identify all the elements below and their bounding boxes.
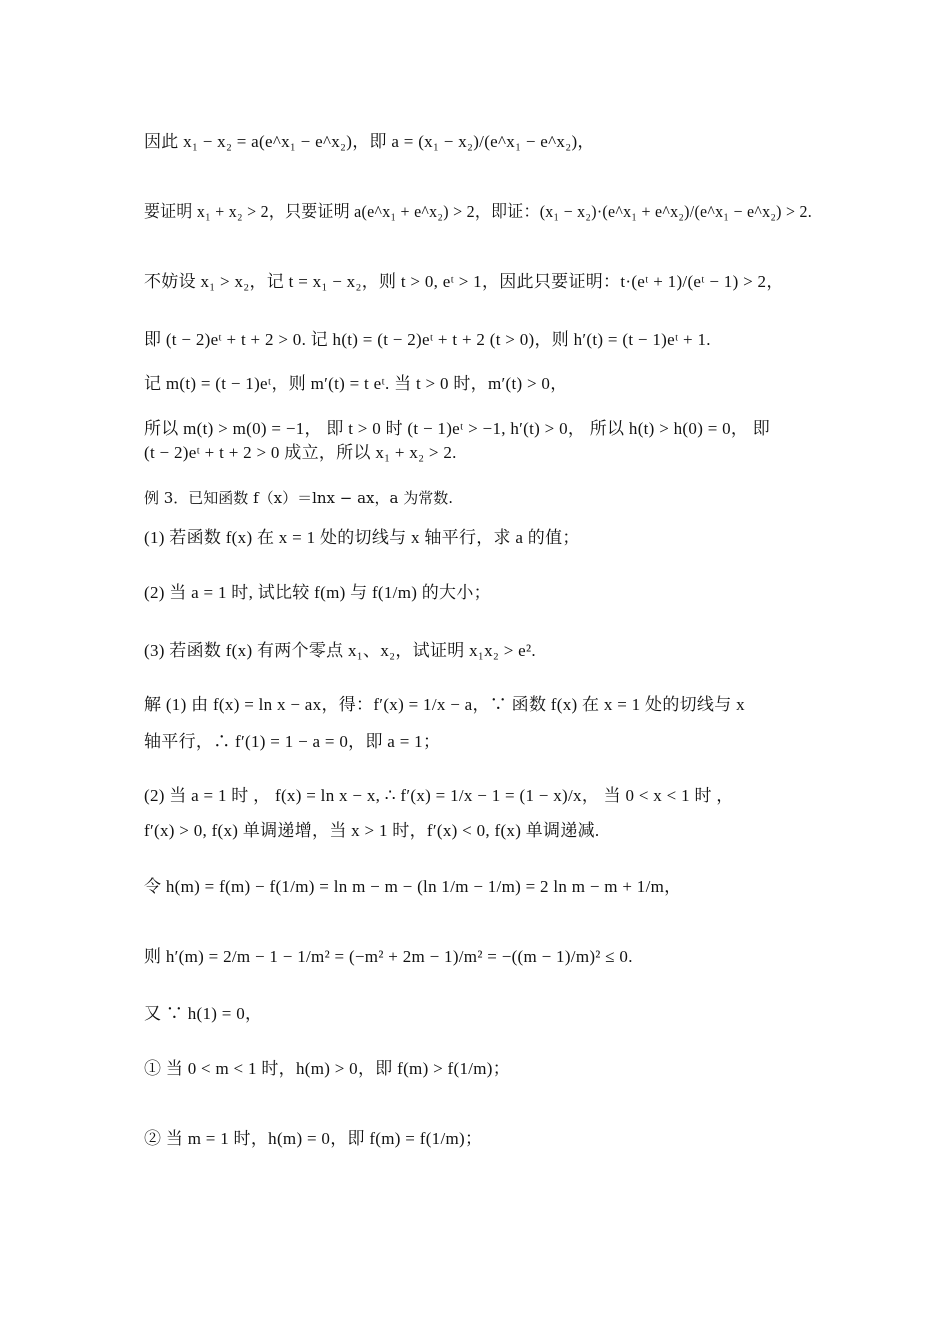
- solution-line-1: 解 (1) 由 f(x) = ln x − ax，得：f′(x) = 1/x − a，∵ 函数 f(x) 在 x = 1 处的切线与 x: [144, 695, 745, 714]
- proof-line-1: 因此 x₁ − x₂ = a(e^x₁ − e^x₂)，即 a = (x₁ − x₂)/(e^x₁ − e^x₂)，: [144, 132, 595, 151]
- question-1: (1) 若函数 f(x) 在 x = 1 处的切线与 x 轴平行，求 a 的值；: [144, 528, 580, 547]
- solution-line-5: 令 h(m) = f(m) − f(1/m) = ln m − m − (ln 1/m − 1/m) = 2 ln m − m + 1/m，: [144, 877, 682, 896]
- solution-line-3: (2) 当 a = 1 时 ， f(x) = ln x − x, ∴ f′(x) = 1/x − 1 = (1 − x)/x， 当 0 < x < 1 时 ，: [144, 786, 734, 805]
- question-2: (2) 当 a = 1 时, 试比较 f(m) 与 f(1/m) 的大小；: [144, 583, 491, 602]
- solution-line-4: f′(x) > 0, f(x) 单调递增，当 x > 1 时，f′(x) < 0, f(x) 单调递减.: [144, 821, 600, 840]
- proof-line-6: 所以 m(t) > m(0) = −1， 即 t > 0 时 (t − 1)eᵗ > −1, h′(t) > 0， 所以 h(t) > h(0) = 0， 即: [144, 419, 771, 438]
- solution-line-7: 又 ∵ h(1) = 0，: [144, 1004, 263, 1023]
- proof-line-5: 记 m(t) = (t − 1)eᵗ，则 m′(t) = t eᵗ. 当 t > 0 时，m′(t) > 0，: [144, 374, 568, 393]
- proof-line-2: 要证明 x₁ + x₂ > 2，只要证明 a(e^x₁ + e^x₂) > 2，即证：(x₁ − x₂)·(e^x₁ + e^x₂)/(e^x₁ − e^x₂) > 2.: [144, 202, 813, 221]
- proof-line-7: (t − 2)eᵗ + t + 2 > 0 成立，所以 x₁ + x₂ > 2.: [144, 443, 457, 462]
- solution-line-2: 轴平行，∴ f′(1) = 1 − a = 0，即 a = 1；: [144, 732, 441, 751]
- case-1: ① 当 0 < m < 1 时，h(m) > 0，即 f(m) > f(1/m)；: [144, 1059, 511, 1078]
- question-3: (3) 若函数 f(x) 有两个零点 x₁、x₂，试证明 x₁x₂ > e².: [144, 641, 536, 660]
- case-2: ② 当 m = 1 时，h(m) = 0，即 f(m) = f(1/m)；: [144, 1129, 483, 1148]
- solution-line-6: 则 h′(m) = 2/m − 1 − 1/m² = (−m² + 2m − 1)/m² = −((m − 1)/m)² ≤ 0.: [144, 947, 633, 966]
- proof-line-4: 即 (t − 2)eᵗ + t + 2 > 0. 记 h(t) = (t − 2)eᵗ + t + 2 (t > 0)，则 h′(t) = (t − 1)eᵗ + 1.: [144, 330, 711, 349]
- example-3-heading: 例 3．已知函数 f（x）＝lnx − ax，a 为常数.: [144, 489, 453, 507]
- proof-line-3: 不妨设 x₁ > x₂，记 t = x₁ − x₂，则 t > 0, eᵗ > 1，因此只要证明：t·(eᵗ + 1)/(eᵗ − 1) > 2，: [144, 272, 784, 291]
